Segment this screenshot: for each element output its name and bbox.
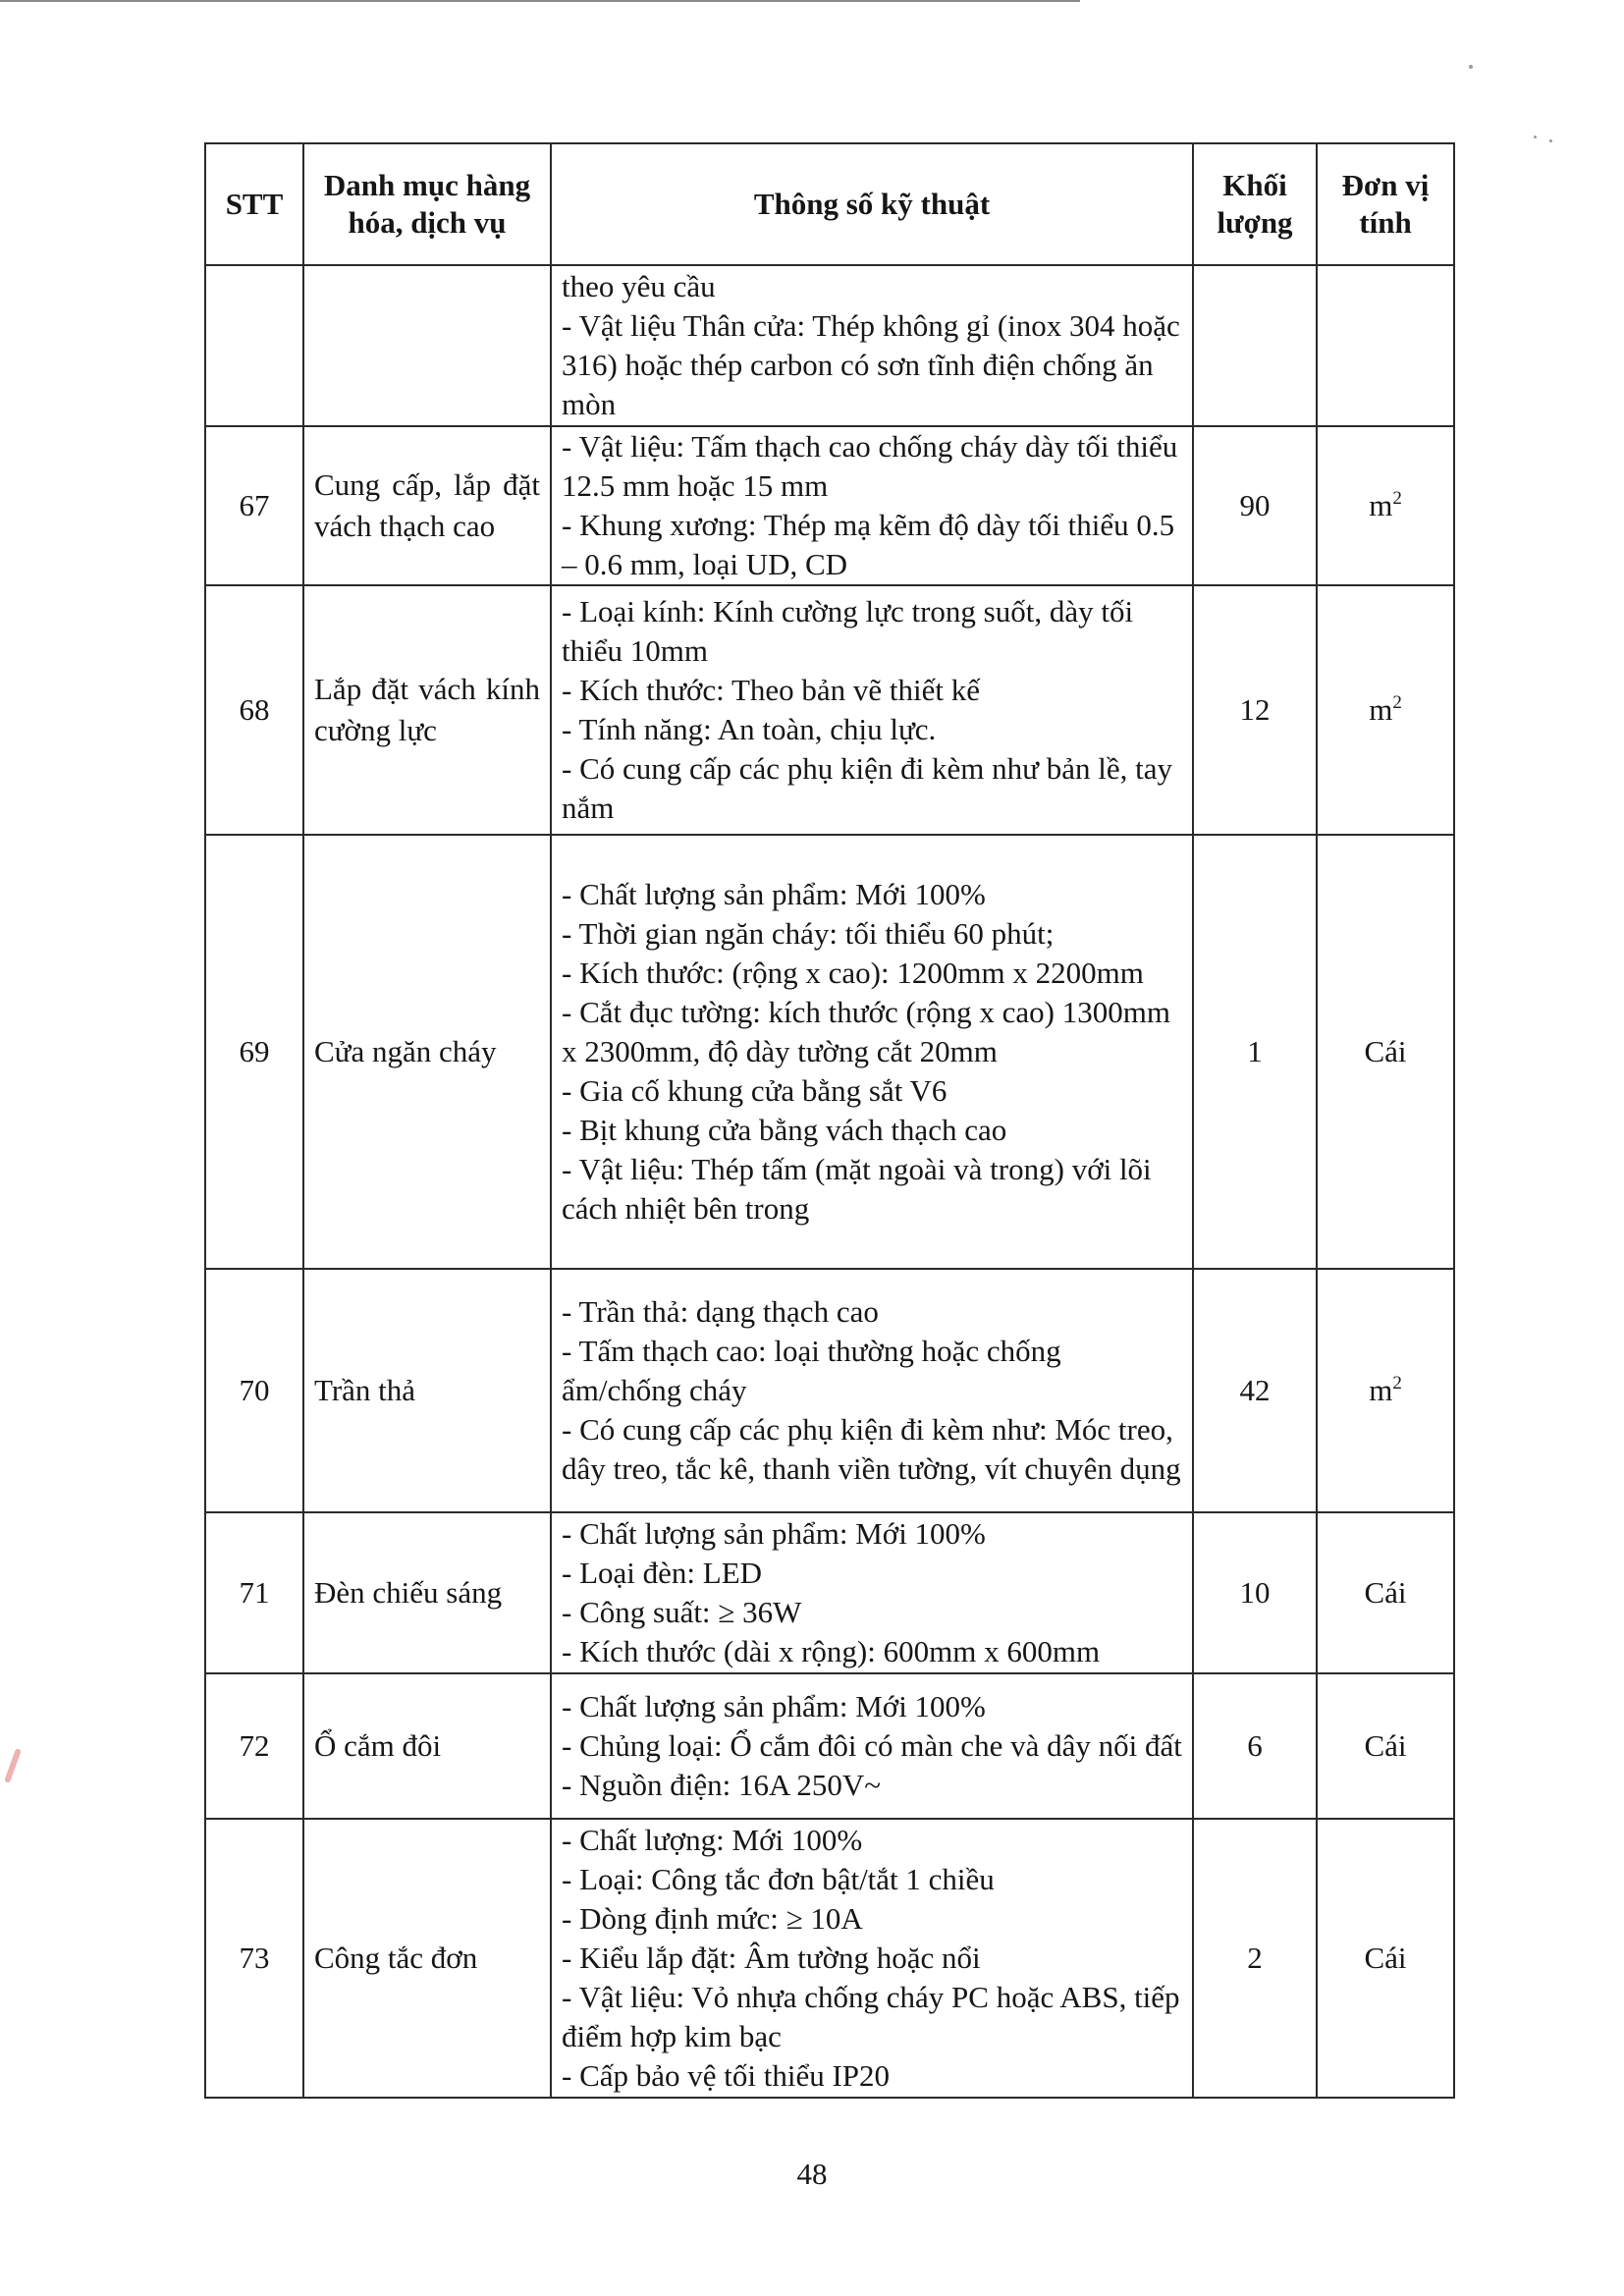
spec-cell xyxy=(551,1269,1193,1512)
quantity-cell: 2 xyxy=(1193,1819,1317,2098)
unit-text: Cái xyxy=(1364,1941,1407,1975)
spec-cell xyxy=(551,426,1193,585)
scan-speck xyxy=(1549,139,1552,142)
spec-cell xyxy=(551,585,1193,835)
quantity-cell: 42 xyxy=(1193,1269,1317,1512)
spec-line: - Khung xương: Thép mạ kẽm độ dày tối thiểu 0.5 – 0.6 mm, loại UD, CD xyxy=(562,508,1175,581)
scan-speck xyxy=(1534,136,1537,138)
quantity-cell: 12 xyxy=(1193,585,1317,835)
item-name-cell: Trần thả xyxy=(303,1269,551,1512)
quantity-cell: 90 xyxy=(1193,426,1317,585)
unit-text: Cái xyxy=(1364,1575,1407,1610)
spec-line: - Có cung cấp các phụ kiện đi kèm như bản lề, tay nắm xyxy=(562,751,1172,825)
spec-cell xyxy=(551,1819,1193,2098)
spec-line: - Cắt đục tường: kích thước (rộng x cao) 1300mm x 2300mm, độ dày tường cắt 20mm xyxy=(562,995,1170,1068)
top-edge-rule xyxy=(0,0,1080,2)
spec-line: - Kích thước: Theo bản vẽ thiết kế xyxy=(562,673,981,707)
quantity-cell: 6 xyxy=(1193,1673,1317,1819)
stt-cell: 70 xyxy=(205,1269,303,1512)
spec-line: - Chủng loại: Ổ cắm đôi có màn che và dây nối đất xyxy=(562,1728,1182,1763)
unit-text: m xyxy=(1369,692,1393,727)
spec-line: - Loại đèn: LED xyxy=(562,1556,763,1590)
spec-line: - Nguồn điện: 16A 250V~ xyxy=(562,1768,882,1802)
unit-cell xyxy=(1317,265,1454,426)
spec-line: - Kích thước: (rộng x cao): 1200mm x 2200mm xyxy=(562,956,1144,990)
scan-speck xyxy=(1469,65,1473,69)
stt-cell: 67 xyxy=(205,426,303,585)
header-qty: Khối lượng xyxy=(1193,143,1317,265)
quantity-cell: 10 xyxy=(1193,1512,1317,1673)
table-row xyxy=(205,1269,1454,1512)
header-unit: Đơn vị tính xyxy=(1317,143,1454,265)
spec-line: - Bịt khung cửa bằng vách thạch cao xyxy=(562,1113,1007,1147)
unit-text: m xyxy=(1369,1373,1393,1407)
spec-line: - Loại: Công tắc đơn bật/tắt 1 chiều xyxy=(562,1862,995,1896)
table-body xyxy=(205,265,1454,2098)
table-row xyxy=(205,1512,1454,1673)
stt-cell: 69 xyxy=(205,835,303,1269)
spec-line: - Tấm thạch cao: loại thường hoặc chống ẩm/chống cháy xyxy=(562,1334,1061,1407)
spec-line: - Kích thước (dài x rộng): 600mm x 600mm xyxy=(562,1634,1101,1668)
stt-cell: 71 xyxy=(205,1512,303,1673)
spec-line: - Loại kính: Kính cường lực trong suốt, dày tối thiểu 10mm xyxy=(562,594,1134,668)
header-item: Danh mục hàng hóa, dịch vụ xyxy=(303,143,551,265)
unit-cell xyxy=(1317,426,1454,585)
table-row xyxy=(205,1819,1454,2098)
unit-text: Cái xyxy=(1364,1728,1407,1763)
spec-line: - Vật liệu: Tấm thạch cao chống cháy dày tối thiểu 12.5 mm hoặc 15 mm xyxy=(562,429,1178,503)
unit-superscript: 2 xyxy=(1392,1373,1402,1394)
table-row xyxy=(205,835,1454,1269)
table-row xyxy=(205,585,1454,835)
header-spec: Thông số kỹ thuật xyxy=(551,143,1193,265)
item-name-cell: Lắp đặt vách kính cường lực xyxy=(303,585,551,835)
spec-line: - Kiểu lắp đặt: Âm tường hoặc nổi xyxy=(562,1941,981,1975)
unit-cell xyxy=(1317,1819,1454,2098)
stt-cell xyxy=(205,265,303,426)
spec-line: - Công suất: ≥ 36W xyxy=(562,1595,802,1629)
spec-line: - Thời gian ngăn cháy: tối thiểu 60 phút; xyxy=(562,916,1055,951)
spec-line: - Chất lượng sản phẩm: Mới 100% xyxy=(562,1516,986,1551)
spec-cell xyxy=(551,1512,1193,1673)
item-name-cell: Ổ cắm đôi xyxy=(303,1673,551,1819)
spec-line: - Chất lượng sản phẩm: Mới 100% xyxy=(562,1689,986,1723)
spec-line: theo yêu cầu xyxy=(562,269,716,303)
table-row-continuation xyxy=(205,265,1454,426)
spec-line: - Dòng định mức: ≥ 10A xyxy=(562,1901,863,1936)
spec-line: - Vật liệu Thân cửa: Thép không gỉ (inox 304 hoặc 316) hoặc thép carbon có sơn tĩnh điện chống ăn mòn xyxy=(562,308,1180,421)
stt-cell: 72 xyxy=(205,1673,303,1819)
spec-line: - Tính năng: An toàn, chịu lực. xyxy=(562,712,937,746)
specification-table xyxy=(204,142,1455,2099)
unit-superscript: 2 xyxy=(1392,488,1402,509)
spec-line: - Chất lượng: Mới 100% xyxy=(562,1823,863,1857)
spec-line: - Trần thả: dạng thạch cao xyxy=(562,1294,879,1329)
unit-text: m xyxy=(1369,488,1393,522)
item-name-cell xyxy=(303,265,551,426)
item-name-cell: Công tắc đơn xyxy=(303,1819,551,2098)
unit-superscript: 2 xyxy=(1392,692,1402,713)
unit-cell xyxy=(1317,1269,1454,1512)
item-name-cell: Đèn chiếu sáng xyxy=(303,1512,551,1673)
spec-line: - Gia cố khung cửa bằng sắt V6 xyxy=(562,1073,947,1108)
scan-edge-mark xyxy=(4,1748,22,1783)
stt-cell: 73 xyxy=(205,1819,303,2098)
spec-cell xyxy=(551,1673,1193,1819)
spec-line: - Vật liệu: Thép tấm (mặt ngoài và trong) với lõi cách nhiệt bên trong xyxy=(562,1152,1152,1226)
quantity-cell xyxy=(1193,265,1317,426)
item-name-cell: Cung cấp, lắp đặt vách thạch cao xyxy=(303,426,551,585)
item-name-cell: Cửa ngăn cháy xyxy=(303,835,551,1269)
table-header-row xyxy=(205,143,1454,265)
spec-line: - Chất lượng sản phẩm: Mới 100% xyxy=(562,877,986,911)
unit-text: Cái xyxy=(1364,1034,1407,1068)
unit-cell xyxy=(1317,1512,1454,1673)
quantity-cell: 1 xyxy=(1193,835,1317,1269)
spec-cell xyxy=(551,265,1193,426)
spec-line: - Vật liệu: Vỏ nhựa chống cháy PC hoặc ABS, tiếp điểm hợp kim bạc xyxy=(562,1980,1180,2053)
spec-line: - Cấp bảo vệ tối thiểu IP20 xyxy=(562,2058,891,2093)
unit-cell xyxy=(1317,835,1454,1269)
table-row xyxy=(205,426,1454,585)
unit-cell xyxy=(1317,585,1454,835)
spec-line: - Có cung cấp các phụ kiện đi kèm như: Móc treo, dây treo, tắc kê, thanh viền tường, vít chuyên dụng xyxy=(562,1412,1181,1486)
page-number: 48 xyxy=(796,2157,828,2191)
spec-cell xyxy=(551,835,1193,1269)
table-row xyxy=(205,1673,1454,1819)
stt-cell: 68 xyxy=(205,585,303,835)
header-stt: STT xyxy=(205,143,303,265)
unit-cell xyxy=(1317,1673,1454,1819)
